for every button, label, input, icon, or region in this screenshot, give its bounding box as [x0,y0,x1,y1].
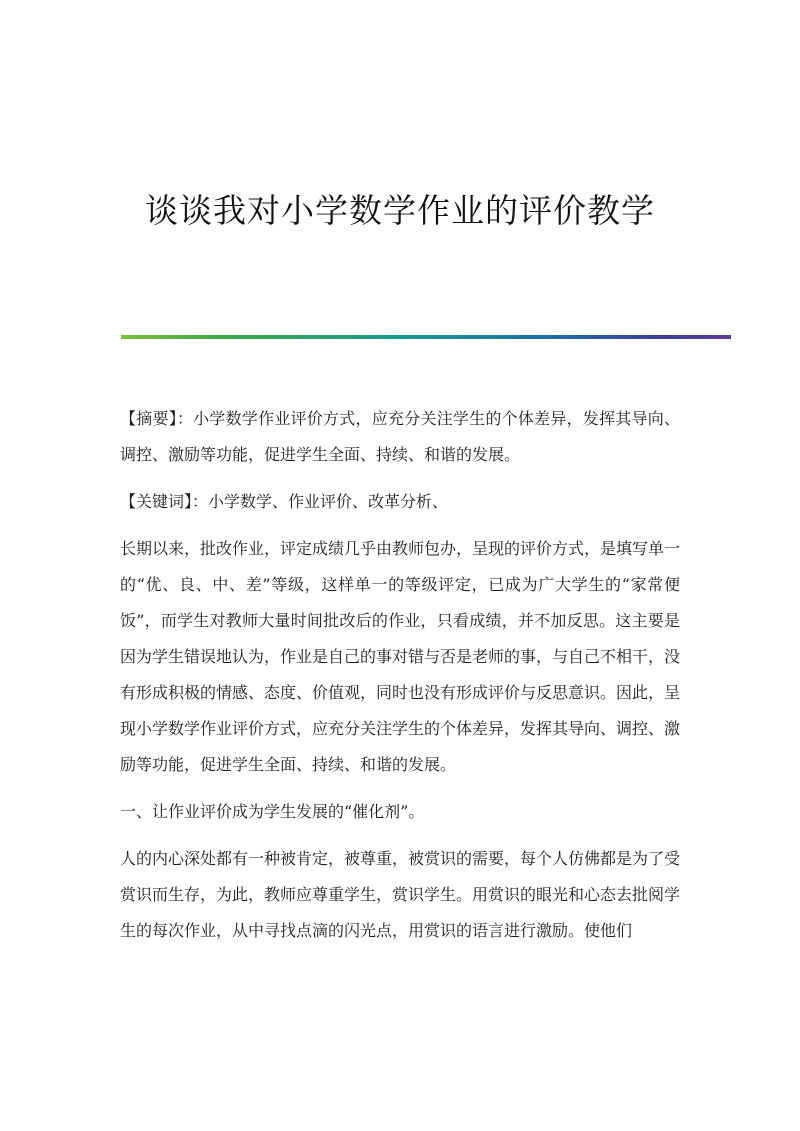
body-paragraph-1: 长期以来，批改作业，评定成绩几乎由教师包办，呈现的评价方式，是填写单一的“优、良、中、差”等级，这样单一的等级评定，已成为广大学生的“家常便饭”，而学生对教师大量时间批改后的作业，只看成绩，并不加反思。这主要是因为学生错误地认为，作业是自己的事对错与否是老师的事，与自己不相干，没有形成积极的情感、态度、价值观，同时也没有形成评价与反思意识。因此，呈现小学数学作业评价方式，应充分关注学生的个体差异，发挥其导向、调控、激励等功能，促进学生全面、持续、和谐的发展。 [120,539,681,774]
body-paragraph-2: 人的内心深处都有一种被肯定，被尊重，被赏识的需要，每个人仿佛都是为了受赏识而生存，为此，教师应尊重学生，赏识学生。用赏识的眼光和心态去批阅学生的每次作业，从中寻找点滴的闪光点，用赏识的语言进行激励。使他们 [120,849,681,940]
keywords-paragraph: 【关键词】：小学数学、作业评价、改革分析、 [120,492,449,511]
section-heading-1: 一、让作业评价成为学生发展的“催化剂”。 [120,802,425,821]
abstract-paragraph: 【摘要】：小学数学作业评价方式，应充分关注学生的个体差异，发挥其导向、调控、激励等功能，促进学生全面、持续、和谐的发展。 [120,409,680,464]
gradient-divider [121,335,731,339]
document-body [120,401,680,960]
document-title: 谈谈我对小学数学作业的评价教学 [145,191,655,230]
